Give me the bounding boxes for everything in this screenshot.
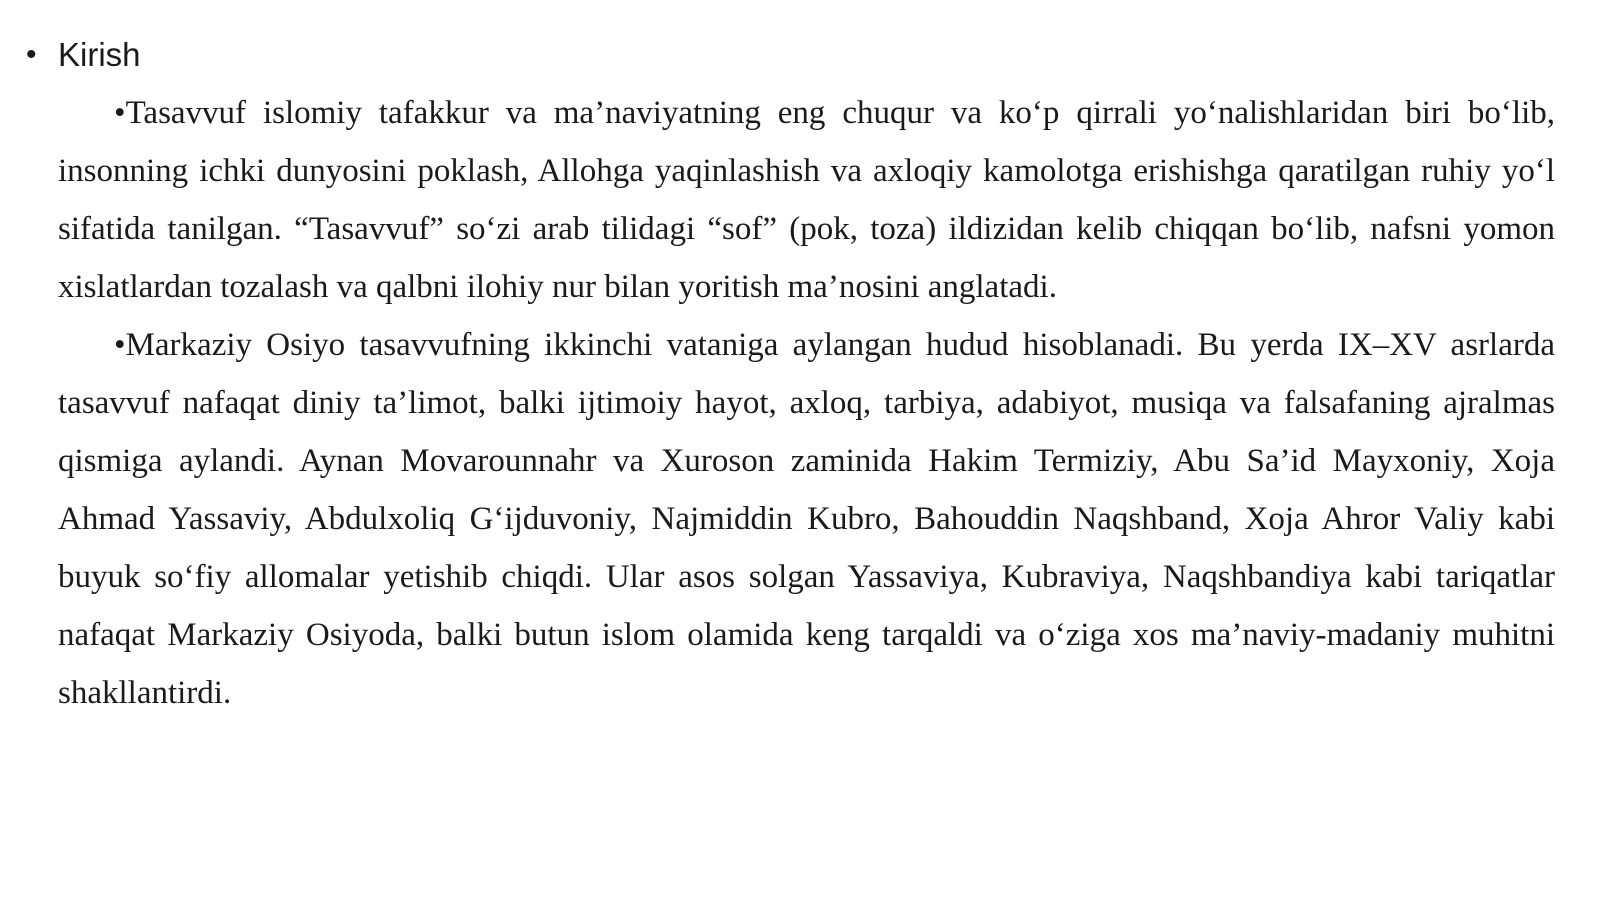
heading-bullet: • — [26, 38, 37, 71]
paragraph-bullet: • — [114, 327, 126, 363]
paragraph-text: Tasavvuf islomiy tafakkur va ma’naviyatning eng chuqur va ko‘p qirrali yo‘nalishlaridan biri bo‘lib, insonning ichki dunyosini poklash, Allohga yaqinlashish va axloqiy kamolotga erishishga qaratilgan ruhiy yo‘l sifatida tanilgan. “Tasavvuf” so‘zi arab tilidagi “sof” (pok, toza) ildizidan kelib chiqqan bo‘lib, nafsni yomon xislatlardan tozalash va qalbni ilohiy nur bilan yoritish ma’nosini anglatadi. — [58, 95, 1555, 305]
section-heading — [26, 32, 141, 78]
paragraph-tasavvuf-definition — [58, 84, 1555, 316]
body-text — [58, 84, 1555, 722]
heading-text: Kirish — [58, 36, 141, 73]
paragraph-bullet: • — [114, 95, 126, 131]
paragraph-central-asia — [58, 316, 1555, 722]
paragraph-text: Markaziy Osiyo tasavvufning ikkinchi vataniga aylangan hudud hisoblanadi. Bu yerda IX–XV asrlarda tasavvuf nafaqat diniy ta’limot, balki ijtimoiy hayot, axloq, tarbiya, adabiyot, musiqa va falsafaning ajralmas qismiga aylandi. Aynan Movarounnahr va Xuroson zaminida Hakim Termiziy, Abu Sa’id Mayxoniy, Xoja Ahmad Yassaviy, Abdulxoliq G‘ijduvoniy, Najmiddin Kubro, Bahouddin Naqshband, Xoja Ahror Valiy kabi buyuk so‘fiy allomalar yetishib chiqdi. Ular asos solgan Yassaviya, Kubraviya, Naqshbandiya kabi tariqatlar nafaqat Markaziy Osiyoda, balki butun islom olamida keng tarqaldi va o‘ziga xos ma’naviy-madaniy muhitni shakllantirdi. — [58, 327, 1555, 711]
